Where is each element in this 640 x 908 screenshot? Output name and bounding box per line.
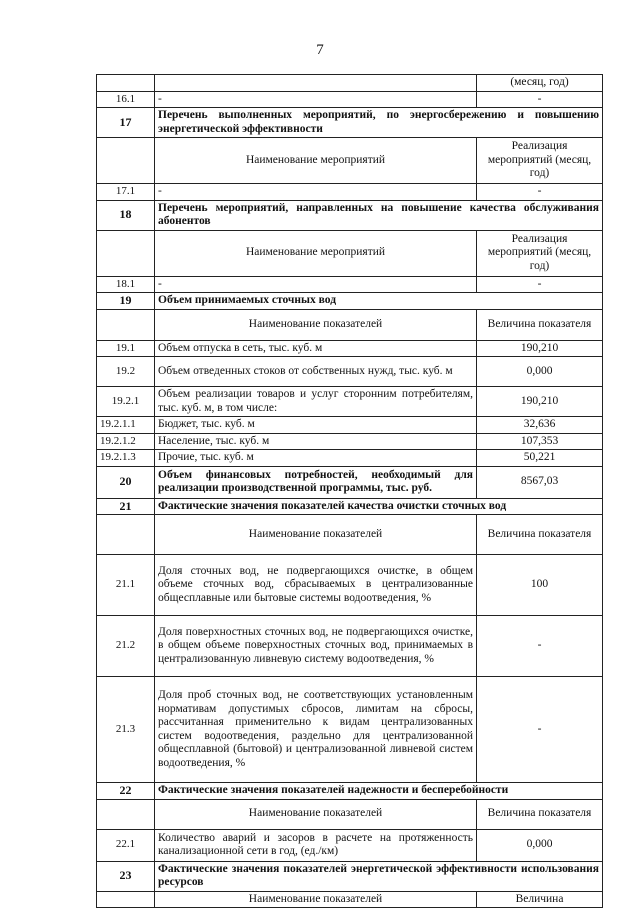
- row-number: 21.3: [97, 677, 155, 783]
- table-row: [97, 200, 603, 230]
- table-row: [97, 75, 603, 92]
- table-row: [97, 357, 603, 387]
- row-number: 21: [97, 498, 155, 515]
- row-number: 17.1: [97, 184, 155, 201]
- row-name: Прочие, тыс. куб. м: [155, 450, 477, 467]
- row-value: 0,000: [477, 357, 603, 387]
- row-name: Количество аварий и засоров в расчете на протяженность канализационной сети в год, (ед./км): [155, 829, 477, 861]
- table-row: [97, 293, 603, 310]
- row-number: 18.1: [97, 276, 155, 293]
- column-header-value: Величина показателя: [477, 515, 603, 555]
- table-row: [97, 450, 603, 467]
- table-row: [97, 309, 603, 340]
- row-value: -: [477, 276, 603, 293]
- table-row: [97, 829, 603, 861]
- column-header-name: Наименование показателей: [155, 309, 477, 340]
- section-title: Фактические значения показателей качества очистки сточных вод: [155, 498, 603, 515]
- row-value: 8567,03: [477, 466, 603, 498]
- row-number: 19: [97, 293, 155, 310]
- column-header-value: Реализация мероприятий (месяц, год): [477, 230, 603, 276]
- row-number: [97, 799, 155, 829]
- row-name: [155, 75, 477, 92]
- indicators-table-body: [97, 75, 603, 908]
- row-number: 18: [97, 200, 155, 230]
- section-title: Перечень выполненных мероприятий, по энергосбережению и повышению энергетической эффективности: [155, 108, 603, 138]
- table-row: [97, 230, 603, 276]
- row-name: Объем отведенных стоков от собственных нужд, тыс. куб. м: [155, 357, 477, 387]
- row-name: Объем отпуска в сеть, тыс. куб. м: [155, 340, 477, 357]
- section-title: Перечень мероприятий, направленных на повышение качества обслуживания абонентов: [155, 200, 603, 230]
- column-header-name: Наименование мероприятий: [155, 230, 477, 276]
- row-value: 100: [477, 555, 603, 616]
- column-header-value: Величина: [477, 891, 603, 908]
- table-row: [97, 555, 603, 616]
- row-value: 0,000: [477, 829, 603, 861]
- row-number: 22.1: [97, 829, 155, 861]
- column-header-value: Величина показателя: [477, 799, 603, 829]
- row-number: 20: [97, 466, 155, 498]
- row-number: [97, 515, 155, 555]
- row-number: 21.1: [97, 555, 155, 616]
- row-number: 19.1: [97, 340, 155, 357]
- row-value: -: [477, 184, 603, 201]
- row-number: [97, 138, 155, 184]
- section-title: Фактические значения показателей надежности и бесперебойности: [155, 783, 603, 800]
- row-name: Доля поверхностных сточных вод, не подвергающихся очистке, в общем объеме поверхностных сточных вод, принимаемых в централизованную ливневую систему водоотведения, %: [155, 616, 477, 677]
- table-row: [97, 276, 603, 293]
- section-title: Фактические значения показателей энергетической эффективности использования ресурсов: [155, 861, 603, 891]
- row-name: -: [155, 184, 477, 201]
- table-row: [97, 498, 603, 515]
- row-number: 22: [97, 783, 155, 800]
- table-row: [97, 433, 603, 450]
- row-number: 19.2.1.2: [97, 433, 155, 450]
- row-name: -: [155, 91, 477, 108]
- column-header-value: (месяц, год): [477, 75, 603, 92]
- row-value: 190,210: [477, 387, 603, 417]
- row-name: Бюджет, тыс. куб. м: [155, 417, 477, 434]
- row-number: 16.1: [97, 91, 155, 108]
- row-name: Население, тыс. куб. м: [155, 433, 477, 450]
- table-row: [97, 891, 603, 908]
- column-header-name: Наименование показателей: [155, 799, 477, 829]
- row-number: [97, 309, 155, 340]
- table-row: [97, 138, 603, 184]
- table-row: [97, 417, 603, 434]
- table-row: [97, 616, 603, 677]
- row-value: 50,221: [477, 450, 603, 467]
- table-row: [97, 799, 603, 829]
- table-row: [97, 861, 603, 891]
- table-row: [97, 515, 603, 555]
- table-row: [97, 91, 603, 108]
- row-number: [97, 75, 155, 92]
- row-number: 17: [97, 108, 155, 138]
- row-number: 23: [97, 861, 155, 891]
- column-header-name: Наименование показателей: [155, 515, 477, 555]
- table-row: [97, 340, 603, 357]
- row-number: 19.2.1: [97, 387, 155, 417]
- indicators-table: [96, 74, 603, 908]
- table-row: [97, 677, 603, 783]
- row-name: -: [155, 276, 477, 293]
- row-number: 19.2.1.3: [97, 450, 155, 467]
- row-value: -: [477, 677, 603, 783]
- table-row: [97, 387, 603, 417]
- row-value: 190,210: [477, 340, 603, 357]
- table-row: [97, 108, 603, 138]
- row-number: [97, 230, 155, 276]
- column-header-value: Величина показателя: [477, 309, 603, 340]
- row-name: Объем финансовых потребностей, необходимый для реализации производственной программы, тыс. руб.: [155, 466, 477, 498]
- section-title: Объем принимаемых сточных вод: [155, 293, 603, 310]
- row-name: Объем реализации товаров и услуг сторонним потребителям, тыс. куб. м, в том числе:: [155, 387, 477, 417]
- table-row: [97, 783, 603, 800]
- row-number: 19.2: [97, 357, 155, 387]
- row-number: 21.2: [97, 616, 155, 677]
- page-number: 7: [316, 42, 324, 58]
- row-name: Доля сточных вод, не подвергающихся очистке, в общем объеме сточных вод, сбрасываемых в централизованные общесплавные или бытовые системы водоотведения, %: [155, 555, 477, 616]
- column-header-value: Реализация мероприятий (месяц, год): [477, 138, 603, 184]
- table-row: [97, 184, 603, 201]
- row-number: [97, 891, 155, 908]
- column-header-name: Наименование мероприятий: [155, 138, 477, 184]
- row-value: -: [477, 616, 603, 677]
- column-header-name: Наименование показателей: [155, 891, 477, 908]
- row-number: 19.2.1.1: [97, 417, 155, 434]
- table-row: [97, 466, 603, 498]
- row-name: Доля проб сточных вод, не соответствующих установленным нормативам допустимых сбросов, лимитам на сбросы, рассчитанная применительно к видам централизованных систем водоотведения, раздельно для централизованной общесплавной (бытовой) и централизованной ливневой систем водоотведения, %: [155, 677, 477, 783]
- row-value: 32,636: [477, 417, 603, 434]
- row-value: -: [477, 91, 603, 108]
- row-value: 107,353: [477, 433, 603, 450]
